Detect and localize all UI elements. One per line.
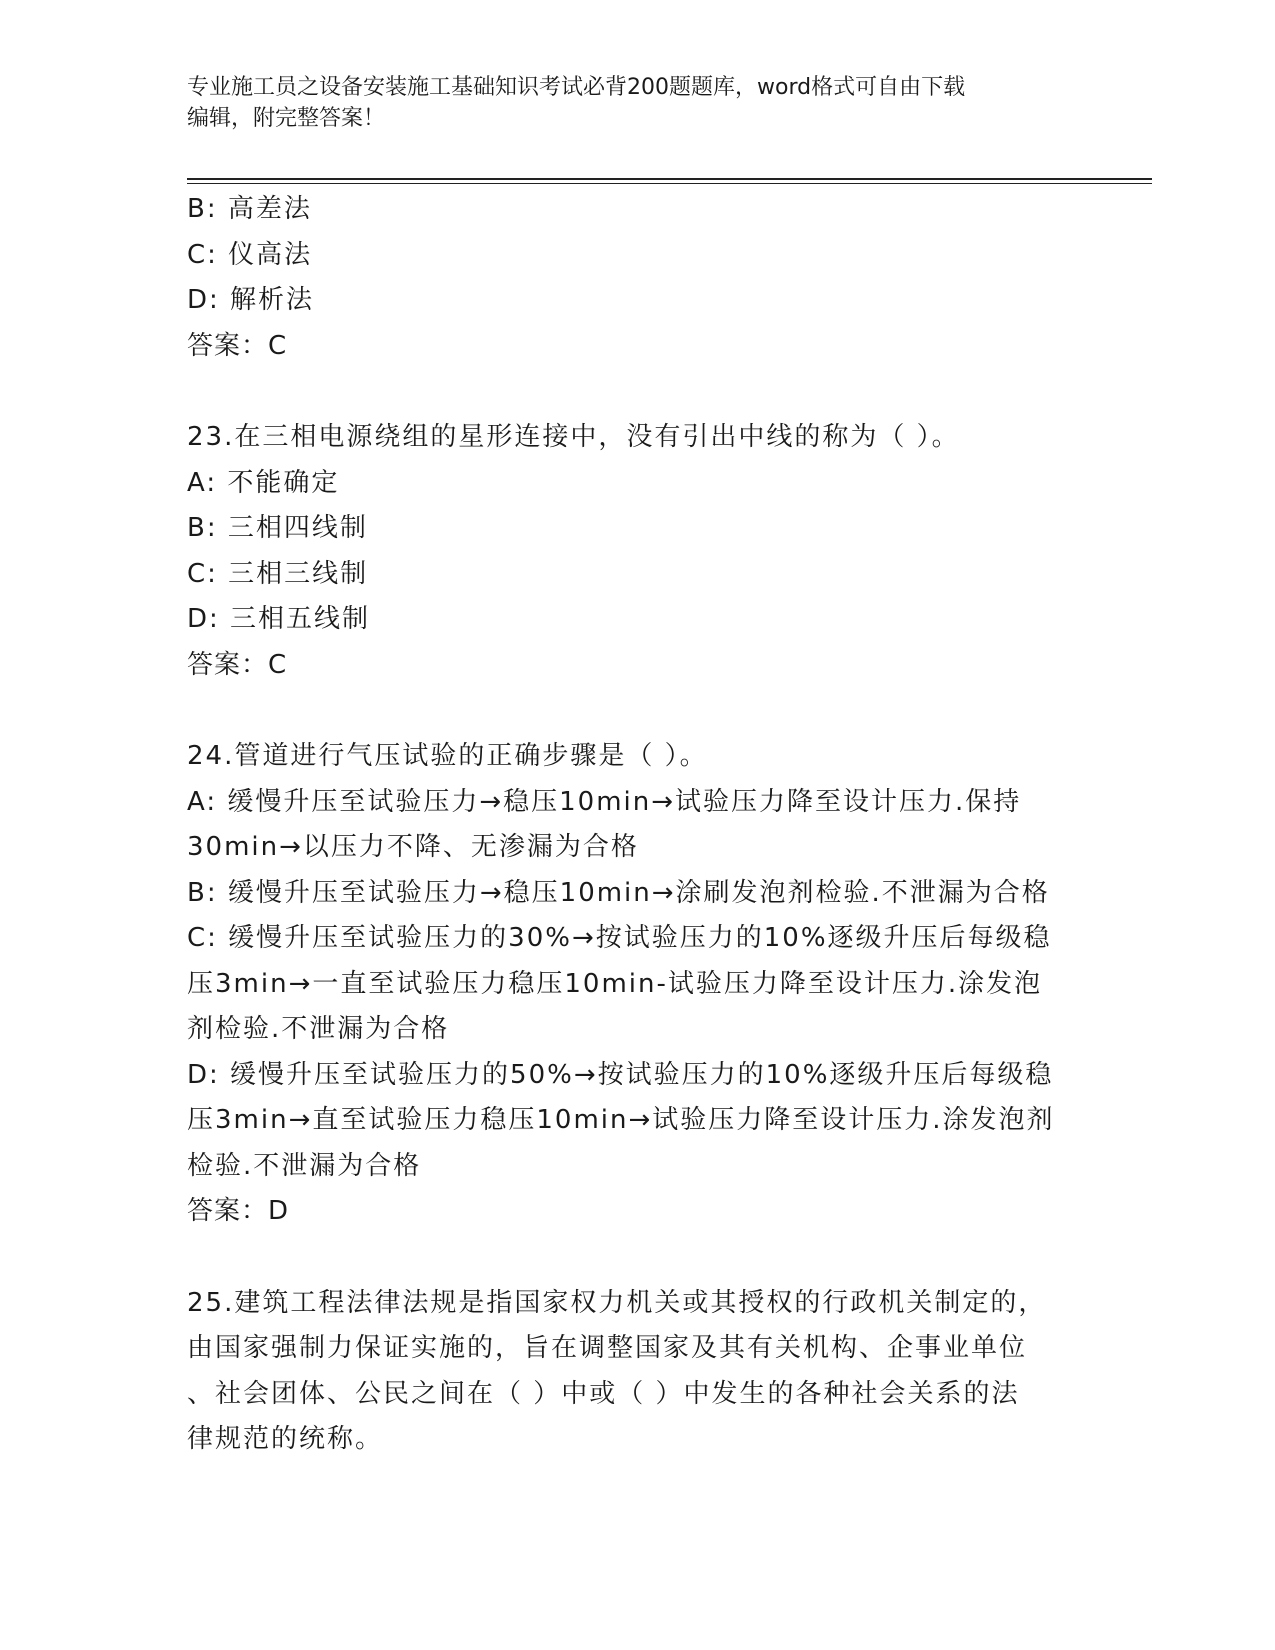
header-title-line-1: 专业施工员之设备安装施工基础知识考试必背200题题库，word格式可自由下载 xyxy=(187,75,966,100)
page-header xyxy=(187,72,1087,134)
q25-text-line: 律规范的统称。 xyxy=(187,1424,384,1454)
question-content xyxy=(187,187,1087,1463)
q22-option-c: C: 仪高法 xyxy=(187,239,313,270)
question-24-block xyxy=(187,734,1087,1235)
question-22-block xyxy=(187,187,1087,369)
q24-text-line: B: 缓慢升压至试验压力→稳压10min→涂刷发泡剂检验.不泄漏为合格 xyxy=(187,877,1050,908)
q24-text-line: 压3min→直至试验压力稳压10min→试验压力降至设计压力.涂发泡剂 xyxy=(187,1105,1055,1135)
q22-option-d: D: 解析法 xyxy=(187,285,315,315)
q22-option-b: B: 高差法 xyxy=(187,194,312,224)
q23-option-d: D: 三相五线制 xyxy=(187,604,371,634)
spacer xyxy=(187,369,1087,415)
q23-option-c: C: 三相三线制 xyxy=(187,558,369,589)
q24-question: 24.管道进行气压试验的正确步骤是（ ）。 xyxy=(187,741,708,771)
q24-text-line: D: 缓慢升压至试验压力的50%→按试验压力的10%逐级升压后每级稳 xyxy=(187,1059,1054,1090)
q24-text-line: 压3min→一直至试验压力稳压10min-试验压力降至设计压力.涂发泡 xyxy=(187,968,1043,999)
q23-answer: 答案：C xyxy=(187,649,288,680)
spacer xyxy=(187,688,1087,734)
q24-text-line: C: 缓慢升压至试验压力的30%→按试验压力的10%逐级升压后每级稳 xyxy=(187,923,1052,953)
spacer xyxy=(187,1235,1087,1281)
q23-option-a: A: 不能确定 xyxy=(187,467,340,498)
header-divider-thick xyxy=(187,178,1152,180)
q22-answer: 答案：C xyxy=(187,330,288,361)
question-23-block xyxy=(187,415,1087,688)
q24-text-line: A: 缓慢升压至试验压力→稳压10min→试验压力降至设计压力.保持 xyxy=(187,786,1022,817)
q24-answer: 答案：D xyxy=(187,1196,290,1226)
question-25-block xyxy=(187,1281,1087,1463)
q24-text-line: 30min→以压力不降、无渗漏为合格 xyxy=(187,832,639,862)
header-divider-thin xyxy=(187,183,1152,184)
q24-text-line: 剂检验.不泄漏为合格 xyxy=(187,1014,450,1044)
q24-text-line: 检验.不泄漏为合格 xyxy=(187,1150,422,1181)
header-title-line-2: 编辑，附完整答案！ xyxy=(187,106,386,131)
q25-text-line: 由国家强制力保证实施的，旨在调整国家及其有关机构、企事业单位 xyxy=(187,1333,1028,1363)
q25-text-line: 、社会团体、公民之间在（ ）中或（ ）中发生的各种社会关系的法 xyxy=(187,1378,1020,1409)
q25-text-line: 25.建筑工程法律法规是指国家权力机关或其授权的行政机关制定的， xyxy=(187,1287,1047,1318)
q23-question: 23.在三相电源绕组的星形连接中，没有引出中线的称为（ ）。 xyxy=(187,422,960,452)
q23-option-b: B: 三相四线制 xyxy=(187,513,368,543)
